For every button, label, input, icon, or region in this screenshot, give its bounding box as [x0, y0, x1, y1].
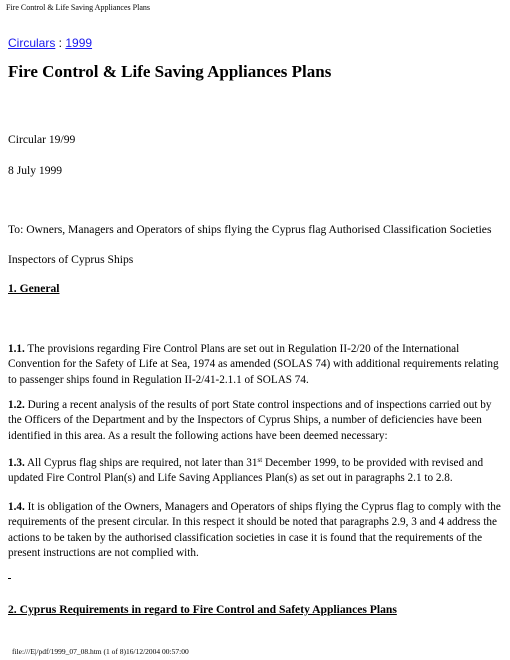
breadcrumb-link-1999[interactable]: 1999: [65, 36, 93, 50]
paragraph-1-2: [8, 398, 502, 444]
section-heading-requirements: 2. Cyprus Requirements in regard to Fire Control and Safety Appliances Plans: [8, 603, 397, 616]
ordinal-suffix: st: [257, 456, 263, 464]
paragraph-text: It is obligation of the Owners, Managers and Operators of ships flying the Cyprus flag to comply with the requirements of the present circular. In this respect it should be noted that paragraphs 2.9, 3 and 4 address the actions to be taken by the authorised classification societies in case it is found that the requirements of the present instructions are not complied with.: [8, 501, 501, 559]
circular-date: 8 July 1999: [8, 164, 63, 177]
breadcrumb-link-circulars[interactable]: Circulars: [8, 36, 56, 50]
section-heading-general: 1. General: [8, 282, 60, 295]
recipients-line: To: Owners, Managers and Operators of ships flying the Cyprus flag Authorised Classification Societies: [8, 223, 492, 236]
paragraph-number: 1.2.: [8, 399, 25, 411]
page-footer-url: file:///E|/pdf/1999_07_08.htm (1 of 8)16/12/2004 00:57:00: [12, 647, 189, 656]
breadcrumb-separator: :: [55, 36, 66, 50]
paragraph-number: 1.4.: [8, 501, 25, 513]
page-header: Fire Control & Life Saving Appliances Plans: [6, 3, 150, 12]
circular-number: Circular 19/99: [8, 133, 76, 146]
recipients-inspectors: Inspectors of Cyprus Ships: [8, 253, 134, 266]
paragraph-number: 1.1.: [8, 343, 25, 355]
paragraph-1-1: [8, 342, 502, 388]
breadcrumb: [8, 36, 92, 50]
paragraph-text: The provisions regarding Fire Control Plans are set out in Regulation II-2/20 of the International Convention for the Safety of Life at Sea, 1974 as amended (SOLAS 74) with additional requirements relating to passenger ships found in Regulation II-2/41-2.1.1 of SOLAS 74.: [8, 343, 499, 386]
paragraph-number: 1.3.: [8, 457, 25, 469]
paragraph-1-3: [8, 456, 502, 487]
paragraph-1-4: [8, 500, 502, 561]
page-title: Fire Control & Life Saving Appliances Plans: [8, 62, 332, 81]
bullet-mark: [8, 578, 11, 579]
paragraph-text: All Cyprus flag ships are required, not later than 31: [24, 457, 258, 469]
paragraph-text: During a recent analysis of the results of port State control inspections and of inspections carried out by the Officers of the Department and by the Inspectors of Cyprus Ships, a number of deficiencies have been identified in this area. As a result the following actions have been deemed necessary:: [8, 399, 492, 442]
paragraph-text-cont: December 1999, to be provided with revised and updated Fire Control Plan(s) and Life Saving Appliances Plan(s) as set out in paragraphs 2.1 to 2.8.: [8, 457, 484, 485]
